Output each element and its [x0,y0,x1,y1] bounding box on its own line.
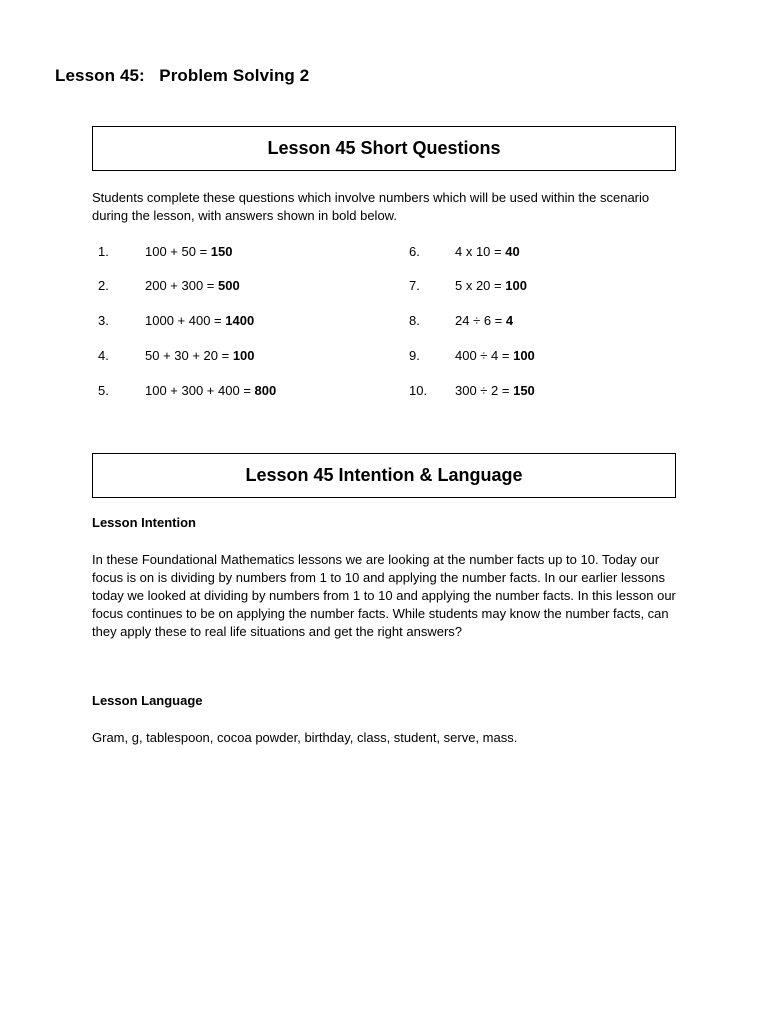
question-expression: 400 ÷ 4 = [455,348,514,363]
question-answer: 1400 [225,313,255,328]
question-answer: 800 [254,383,277,398]
question-number: 2. [98,278,109,293]
question-number: 3. [98,313,109,328]
page-title: Lesson 45: Problem Solving 2 [55,66,310,85]
question-expression: 5 x 20 = [455,278,506,293]
short-questions-intro: Students complete these questions which involve numbers which will be used within the scenario during the lesson, with answers shown in bold below. [92,190,650,223]
question-expression: 200 + 300 = [145,278,219,293]
question-expression: 300 ÷ 2 = [455,383,514,398]
short-questions-heading: Lesson 45 Short Questions [92,126,676,171]
question-expression: 100 + 300 + 400 = [145,383,255,398]
question-answer: 100 [505,278,527,293]
question-answer: 40 [505,244,520,259]
intention-language-heading: Lesson 45 Intention & Language [92,453,676,498]
question-answer: 100 [232,348,255,363]
question-expression: 50 + 30 + 20 = [145,348,233,363]
question-number: 7. [409,278,420,293]
question-answer: 150 [210,244,233,259]
lesson-language-text: Gram, g, tablespoon, cocoa powder, birthday, class, student, serve, mass. [92,730,518,745]
question-answer: 500 [218,278,240,293]
question-number: 1. [98,244,109,259]
lesson-language-heading: Lesson Language [92,693,203,708]
question-number: 4. [98,348,109,363]
question-expression: 4 x 10 = [455,244,506,259]
question-answer: 150 [513,383,535,398]
lesson-intention-text: In these Foundational Mathematics lessons we are looking at the number facts up to 10. Today our focus is on is dividing by numbers from 1 to 10 and applying the number facts. In our earlier lessons today we looked at dividing by numbers from 1 to 10 and applying the number facts. In this lesson our focus continues to be on applying the number facts. While students may know the number facts, can they apply these to real life situations and get the right answers? [92,552,676,639]
question-number: 6. [409,244,420,259]
question-answer: 4 [505,313,514,328]
question-expression: 24 ÷ 6 = [455,313,506,328]
lesson-intention-heading: Lesson Intention [92,515,196,530]
question-answer: 100 [513,348,535,363]
question-number: 10. [409,383,428,398]
question-number: 5. [98,383,109,398]
question-expression: 1000 + 400 = [145,313,226,328]
question-expression: 100 + 50 = [145,244,211,259]
question-number: 8. [409,313,420,328]
question-number: 9. [409,348,420,363]
